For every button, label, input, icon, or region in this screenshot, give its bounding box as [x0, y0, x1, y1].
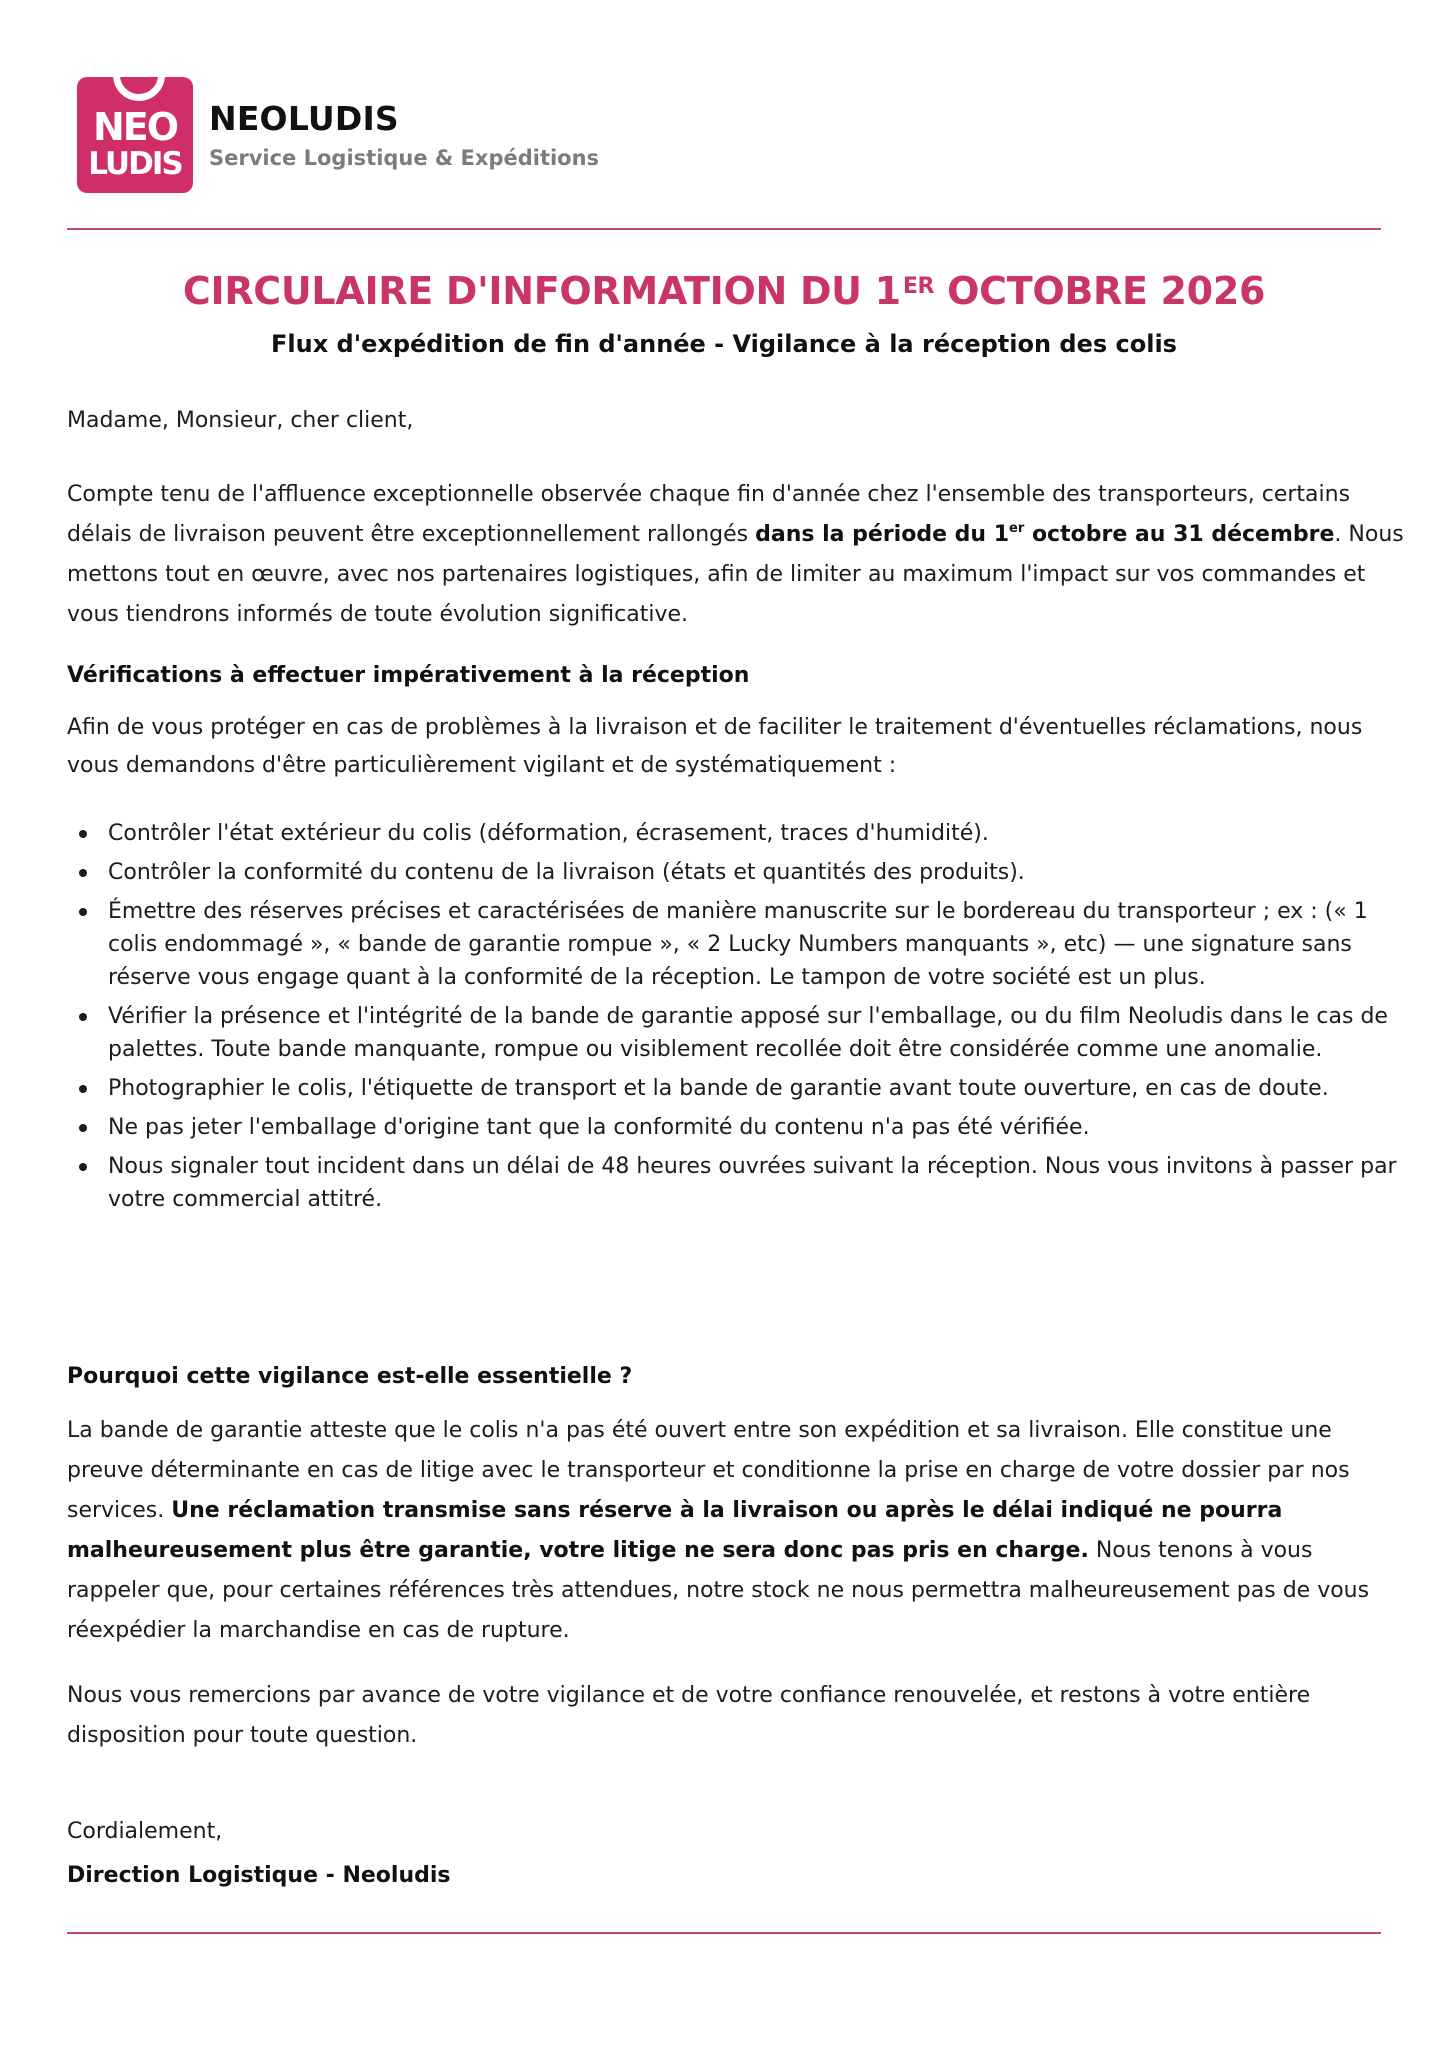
greeting: Madame, Monsieur, cher client,	[67, 408, 414, 433]
intro-text-2: . Nous mettons tout en œuvre, avec nos partenaires logistiques, afin de limiter au maximum l'impact sur vos commandes et vous tiendrons informés de toute évolution significative.	[67, 522, 1404, 627]
section-heading-why: Pourquoi cette vigilance est-elle essentielle ?	[67, 1364, 633, 1389]
logo-line-2: LUDIS	[88, 146, 182, 182]
intro-bold-sup: er	[1009, 521, 1025, 536]
closing-paragraph: Nous vous remercions par avance de votre vigilance et de votre confiance renouvelée, et restons à votre entière disposition pour toute question.	[67, 1683, 1311, 1748]
document-subtitle: Flux d'expédition de fin d'année - Vigilance à la réception des colis	[271, 330, 1177, 358]
brand-name: NEOLUDIS	[209, 99, 399, 138]
intro-period-bold	[755, 522, 1334, 547]
title-suffix: OCTOBRE 2026	[934, 269, 1266, 313]
list-item: Photographier le colis, l'étiquette de transport et la bande de garantie avant toute ouverture, en cas de doute.	[67, 1072, 1407, 1105]
document-title	[67, 267, 1381, 315]
list-item: Émettre des réserves précises et caractérisées de manière manuscrite sur le bordereau du transporteur ; ex : (« 1 colis endommagé », « bande de garantie rompue », « 2 Lucky Numbers manquants », etc) — une signature sans réserve vous engage quant à la conformité de la réception. Le tampon de votre société est un plus.	[67, 895, 1407, 994]
intro-bold-b: octobre au 31 décembre	[1024, 522, 1335, 547]
list-item: Vérifier la présence et l'intégrité de la bande de garantie apposé sur l'emballage, ou du film Neoludis dans le cas de palettes. Toute bande manquante, rompue ou visiblement recollée doit être considérée comme une anomalie.	[67, 1000, 1407, 1066]
intro-bold-a: dans la période du 1	[755, 522, 1010, 547]
title-superscript: ER	[902, 274, 935, 299]
letterhead	[77, 76, 599, 194]
section-heading-verifications: Vérifications à effectuer impérativement à la réception	[67, 663, 750, 688]
list-item: Contrôler la conformité du contenu de la livraison (états et quantités des produits).	[67, 856, 1407, 889]
signature: Direction Logistique - Neoludis	[67, 1863, 451, 1888]
list-item: Nous signaler tout incident dans un délai de 48 heures ouvrées suivant la réception. Nous vous invitons à passer par votre commercial attitré.	[67, 1150, 1407, 1216]
why-text-1: La bande de garantie atteste que le colis n'a pas été ouvert entre son expédition et sa livraison. Elle constitue une preuve déterminante en cas de litige avec le transporteur et conditionne la prise en charge de votre dossier par nos services.	[67, 1418, 1350, 1523]
why-text-2: Nous tenons à vous rappeler que, pour certaines références très attendues, notre stock ne nous permettra malheureusement pas de vous réexpédier la marchandise en cas de rupture.	[67, 1538, 1370, 1643]
brand-subtitle: Service Logistique & Expéditions	[209, 146, 600, 170]
logo-line-1: NEO	[92, 105, 178, 149]
list-item: Ne pas jeter l'emballage d'origine tant que la conformité du contenu n'a pas été vérifiée.	[67, 1111, 1407, 1144]
logo-arc-icon	[113, 77, 165, 101]
neoludis-logo	[77, 77, 193, 193]
intro-text-1: Compte tenu de l'affluence exceptionnelle observée chaque fin d'année chez l'ensemble des transporteurs, certains délais de livraison peuvent être exceptionnellement rallongés	[67, 482, 1351, 547]
why-bold-warning: Une réclamation transmise sans réserve à la livraison ou après le délai indiqué ne pourra malheureusement plus être garantie, votre litige ne sera donc pas pris en charge.	[67, 1498, 1283, 1563]
verifications-list	[67, 817, 1407, 1222]
list-item: Contrôler l'état extérieur du colis (déformation, écrasement, traces d'humidité).	[67, 817, 1407, 850]
why-paragraph	[67, 1411, 1407, 1651]
verifications-paragraph: Afin de vous protéger en cas de problèmes à la livraison et de faciliter le traitement d'éventuelles réclamations, nous vous demandons d'être particulièrement vigilant et de systématiquement :	[67, 715, 1363, 778]
title-prefix: CIRCULAIRE D'INFORMATION DU 1	[182, 269, 901, 313]
intro-paragraph	[67, 475, 1407, 635]
brand-block	[209, 99, 599, 171]
header-divider	[67, 228, 1381, 230]
footer-divider	[67, 1932, 1381, 1934]
signoff: Cordialement,	[67, 1819, 223, 1844]
